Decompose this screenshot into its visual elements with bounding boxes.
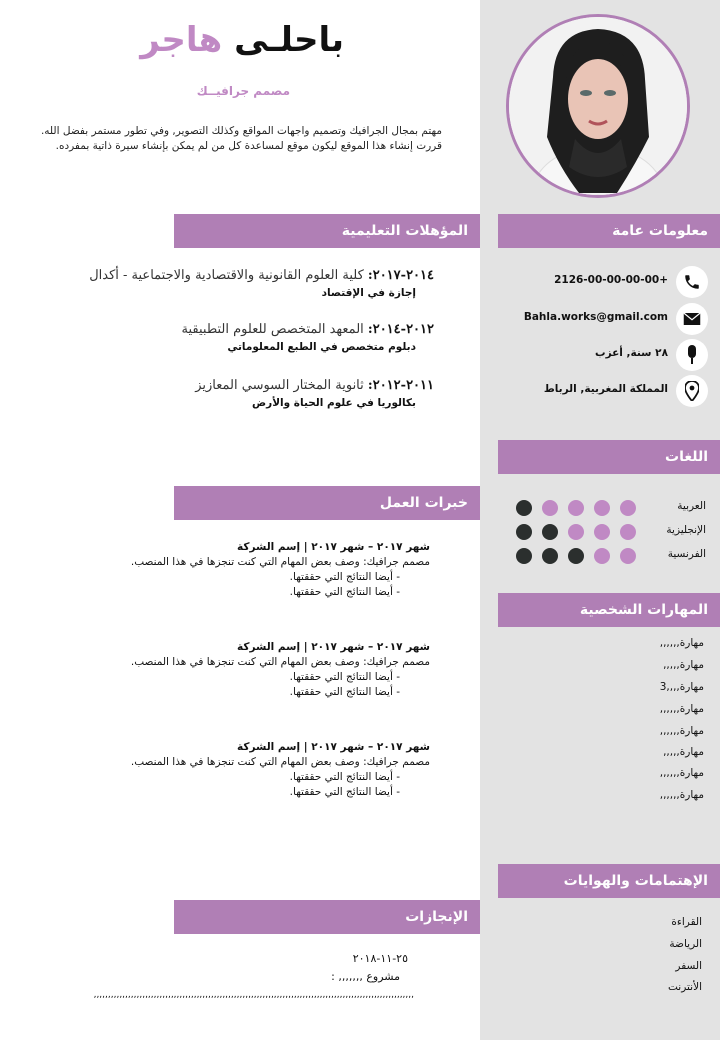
experience-bullet: - أيضا النتائج التي حققتها.: [289, 671, 400, 683]
achievement-project: مشروع ,,,,,,, :: [331, 970, 400, 983]
experience-item: [80, 740, 430, 800]
microphone-icon: [676, 339, 708, 371]
experience-bullet: - أيضا النتائج التي حققتها.: [289, 771, 400, 783]
profile-photo: [506, 14, 690, 198]
general-info-header: معلومات عامة: [498, 214, 720, 248]
experience-bullet: - أيضا النتائج التي حققتها.: [289, 586, 400, 598]
education-header: المؤهلات التعليمية: [174, 214, 480, 248]
proficiency-dot-light: [594, 500, 610, 516]
phone-number: +2126-00-00-00-00: [554, 274, 668, 286]
experience-desc: مصمم جرافيك: وصف بعض المهام التي كنت تنجزها في هذا المنصب.: [130, 556, 430, 568]
experience-heading: شهر ٢٠١٧ – شهر ٢٠١٧ | إسم الشركة: [237, 541, 430, 553]
language-name: الإنجليزية: [666, 524, 706, 536]
education-degree: بكالوريا في علوم الحياة والأرض: [252, 397, 416, 409]
experience-bullet: - أيضا النتائج التي حققتها.: [289, 686, 400, 698]
education-degree: إجازة في الإقتصاد: [321, 287, 416, 299]
experience-desc: مصمم جرافيك: وصف بعض المهام التي كنت تنجزها في هذا المنصب.: [130, 756, 430, 768]
last-name: باحلـى: [234, 20, 344, 60]
education-years: ٢٠١١-٢٠١٢:: [367, 378, 434, 393]
education-degree: دبلوم متخصص في الطبع المعلوماتي: [227, 341, 416, 353]
languages-header: اللغات: [498, 440, 720, 474]
education-place: ثانوية المختار السوسي المعازيز: [195, 378, 368, 393]
skills-header: المهارات الشخصية: [498, 593, 720, 627]
education-item: [80, 322, 434, 353]
experience-desc: مصمم جرافيك: وصف بعض المهام التي كنت تنجزها في هذا المنصب.: [130, 656, 430, 668]
skill-item: مهارة,,,,,,: [659, 789, 704, 801]
proficiency-dot-dark: [542, 548, 558, 564]
full-name: [140, 18, 344, 62]
skill-item: مهارة,,,,,: [663, 659, 704, 671]
education-place: المعهد المتخصص للعلوم التطبيقية: [181, 322, 368, 337]
hobby-item: السفر: [675, 960, 702, 972]
hobbies-header: الإهتمامات والهوايات: [498, 864, 720, 898]
job-title: مصمم جرافيــك: [196, 84, 290, 98]
proficiency-dot-light: [594, 524, 610, 540]
experience-item: [80, 640, 430, 700]
skill-item: مهارة,,,,3: [659, 681, 704, 693]
skill-item: مهارة,,,,,,: [659, 767, 704, 779]
proficiency-dot-light: [568, 524, 584, 540]
phone-icon: [676, 266, 708, 298]
email-address: Bahla.works@gmail.com: [523, 311, 668, 323]
proficiency-dot-light: [620, 548, 636, 564]
proficiency-dot-dark: [516, 548, 532, 564]
contact-status: [498, 339, 708, 371]
envelope-icon: [676, 303, 708, 335]
language-row: [500, 498, 706, 518]
achievement-date: ٢٥-١١-٢٠١٨: [352, 952, 408, 965]
proficiency-dot-dark: [568, 548, 584, 564]
intro-text: مهتم بمجال الجرافيك وتصميم واجهات المواقع وكذلك التصوير, وفي تطور مستمر بفضل الله. قررت إنشاء هذا الموقع ليكون موقع لمساعدة كل من لم يمكن بإنشاء سيرة ذاتية بمفرده.: [40, 125, 442, 152]
proficiency-dot-light: [542, 500, 558, 516]
language-name: الفرنسية: [667, 548, 706, 560]
experience-header: خبرات العمل: [174, 486, 480, 520]
proficiency-dot-dark: [516, 500, 532, 516]
location-text: المملكة المغربية, الرباط: [543, 383, 668, 395]
experience-bullet: - أيضا النتائج التي حققتها.: [289, 786, 400, 798]
age-status: ٢٨ سنة, أعزب: [595, 347, 668, 359]
hobby-item: الرياضة: [669, 938, 702, 950]
education-item: [80, 268, 434, 299]
proficiency-dot-dark: [516, 524, 532, 540]
language-row: [500, 522, 706, 542]
proficiency-dot-light: [620, 500, 636, 516]
language-name: العربية: [677, 500, 706, 512]
education-item: [80, 378, 434, 409]
first-name: هاجر: [140, 20, 223, 60]
education-place: كلية العلوم القانونية والاقتصادية والاجتماعية - أكدال: [89, 268, 368, 283]
experience-item: [80, 540, 430, 600]
hobby-item: القراءة: [671, 916, 702, 928]
education-years: ٢٠١٤-٢٠١٧:: [367, 268, 434, 283]
experience-heading: شهر ٢٠١٧ – شهر ٢٠١٧ | إسم الشركة: [237, 641, 430, 653]
contact-email: [498, 303, 708, 335]
language-row: [500, 546, 706, 566]
map-pin-icon: [676, 375, 708, 407]
proficiency-dot-light: [568, 500, 584, 516]
experience-heading: شهر ٢٠١٧ – شهر ٢٠١٧ | إسم الشركة: [237, 741, 430, 753]
achievements-header: الإنجازات: [174, 900, 480, 934]
skill-item: مهارة,,,,,: [663, 746, 704, 758]
skill-item: مهارة,,,,,,: [659, 637, 704, 649]
skill-item: مهارة,,,,,,: [659, 703, 704, 715]
education-years: ٢٠١٢-٢٠١٤:: [367, 322, 434, 337]
proficiency-dot-light: [594, 548, 610, 564]
contact-phone: [498, 266, 708, 298]
hobby-item: الأنترنت: [667, 981, 702, 993]
achievement-dots: ,,,,,,,,,,,,,,,,,,,,,,,,,,,,,,,,,,,,,,,,,,,,,,,,,,,,,,,,,,,,,,,,,,,,,,,,,,,,,,,,,,,,,,,,,,,,,,,,,,,,,,,,,,,,,,,,: [93, 990, 414, 1000]
experience-bullet: - أيضا النتائج التي حققتها.: [289, 571, 400, 583]
contact-location: [498, 375, 708, 407]
skill-item: مهارة,,,,,,: [659, 725, 704, 737]
proficiency-dot-light: [620, 524, 636, 540]
proficiency-dot-dark: [542, 524, 558, 540]
